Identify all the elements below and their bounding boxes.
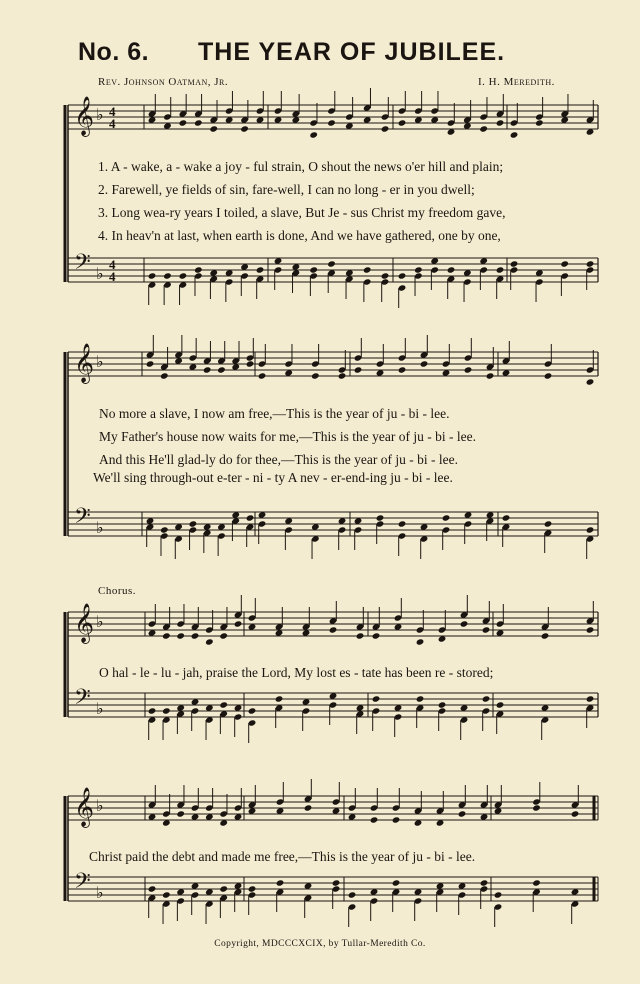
note-head bbox=[248, 885, 257, 892]
note-head bbox=[219, 885, 228, 892]
note-head bbox=[248, 707, 257, 714]
note-head bbox=[416, 695, 425, 702]
note-head bbox=[370, 816, 379, 823]
note-head bbox=[480, 879, 489, 886]
note-head bbox=[327, 119, 336, 126]
flat-sign-icon: ♭ bbox=[96, 352, 104, 371]
bass-clef-icon: 𝄢 bbox=[74, 504, 91, 534]
verse-2-line-1: 2. Farewell, ye fields of sin, fare-well, I can no long - er in you dwell; bbox=[98, 182, 475, 197]
note-head bbox=[482, 626, 491, 633]
note-head bbox=[398, 366, 407, 373]
note-head bbox=[332, 879, 341, 886]
verse-1-line-1: 1. A - wake, a - wake a joy - ful strain, O shout the news o'er hill and plain; bbox=[98, 159, 504, 174]
flat-sign-icon: ♭ bbox=[96, 518, 104, 537]
note-head bbox=[442, 514, 451, 521]
note-head bbox=[496, 266, 505, 273]
note-head bbox=[510, 131, 519, 138]
note-head bbox=[258, 372, 267, 379]
verse-4-line-1: 4. In heav'n at last, when earth is done, And we have gathered, one by one, bbox=[98, 228, 501, 243]
note-head bbox=[438, 701, 447, 708]
note-head bbox=[240, 125, 249, 132]
note-head bbox=[329, 626, 338, 633]
note-head bbox=[586, 526, 595, 533]
chorus-label: Chorus. bbox=[98, 585, 137, 597]
note-head bbox=[246, 514, 255, 521]
hymn-title: THE YEAR OF JUBILEE. bbox=[198, 38, 506, 66]
flat-sign-icon: ♭ bbox=[96, 883, 104, 902]
note-head bbox=[179, 119, 188, 126]
note-head bbox=[160, 372, 169, 379]
verse-3-line-2: And this He'll glad-ly do for thee,—This is the year of ju - bi - lee. bbox=[99, 452, 458, 467]
note-head bbox=[532, 879, 541, 886]
note-head bbox=[544, 520, 553, 527]
note-head bbox=[381, 125, 390, 132]
bass-clef-icon: 𝄢 bbox=[74, 685, 91, 715]
flat-sign-icon: ♭ bbox=[96, 612, 104, 631]
note-head bbox=[586, 695, 595, 702]
note-head bbox=[560, 260, 569, 267]
note-head bbox=[191, 632, 200, 639]
note-head bbox=[176, 632, 185, 639]
note-head bbox=[372, 695, 381, 702]
note-head bbox=[392, 879, 401, 886]
note-head bbox=[447, 266, 456, 273]
note-head bbox=[420, 360, 429, 367]
note-head bbox=[194, 119, 203, 126]
note-head bbox=[309, 266, 318, 273]
time-signature-top: 4 bbox=[109, 257, 116, 272]
note-head bbox=[304, 804, 313, 811]
note-head bbox=[176, 810, 185, 817]
note-head bbox=[309, 131, 318, 138]
note-head bbox=[494, 891, 503, 898]
treble-clef-icon: 𝄞 bbox=[74, 787, 95, 827]
note-head bbox=[276, 879, 285, 886]
note-head bbox=[458, 810, 467, 817]
note-head bbox=[541, 632, 550, 639]
note-head bbox=[209, 125, 218, 132]
note-head bbox=[398, 119, 407, 126]
note-head bbox=[338, 372, 347, 379]
note-head bbox=[148, 885, 157, 892]
note-head bbox=[203, 366, 212, 373]
note-head bbox=[275, 695, 284, 702]
note-head bbox=[179, 272, 188, 279]
verse-2-line-2: My Father's house now waits for me,—This is the year of ju - bi - lee. bbox=[99, 429, 476, 444]
note-head bbox=[372, 632, 381, 639]
note-head bbox=[163, 272, 172, 279]
flat-sign-icon: ♭ bbox=[96, 699, 104, 718]
hymn-number: No. 6. bbox=[78, 38, 150, 66]
note-head bbox=[381, 272, 390, 279]
note-head bbox=[311, 372, 320, 379]
note-head bbox=[354, 366, 363, 373]
note-head bbox=[148, 707, 157, 714]
verse-3-line-1: 3. Long wea-ry years I toiled, a slave, But Je - sus Christ my freedom gave, bbox=[98, 205, 506, 220]
note-head bbox=[398, 272, 407, 279]
flat-sign-icon: ♭ bbox=[96, 796, 104, 815]
note-head bbox=[234, 620, 243, 627]
note-head bbox=[416, 638, 425, 645]
bass-clef-icon: 𝄢 bbox=[74, 869, 91, 899]
time-signature-top: 4 bbox=[109, 104, 116, 119]
note-head bbox=[414, 266, 423, 273]
note-head bbox=[496, 701, 505, 708]
flat-sign-icon: ♭ bbox=[96, 264, 104, 283]
note-head bbox=[256, 266, 265, 273]
note-head bbox=[160, 526, 169, 533]
treble-clef-icon: 𝄞 bbox=[74, 343, 95, 383]
note-head bbox=[246, 360, 255, 367]
note-head bbox=[363, 266, 372, 273]
note-head bbox=[535, 119, 544, 126]
note-head bbox=[486, 372, 495, 379]
chorus-line-1: O hal - le - lu - jah, praise the Lord, My lost es - tate has been re - stored; bbox=[99, 665, 494, 680]
note-head bbox=[398, 520, 407, 527]
note-head bbox=[327, 260, 336, 267]
copyright-notice: Copyright, MDCCCXCIX, by Tullar-Meredith Co. bbox=[214, 939, 426, 949]
author-credit: Rev. Johnson Oatman, Jr. bbox=[98, 76, 229, 88]
composer-credit: I. H. Meredith. bbox=[478, 76, 555, 88]
chorus-line-2: Christ paid the debt and made me free,—This is the year of ju - bi - lee. bbox=[89, 849, 476, 864]
time-signature-bottom: 4 bbox=[109, 116, 116, 131]
note-head bbox=[586, 626, 595, 633]
note-head bbox=[496, 119, 505, 126]
note-head bbox=[460, 620, 469, 627]
bass-clef-icon: 𝄢 bbox=[74, 250, 91, 280]
note-head bbox=[189, 520, 198, 527]
note-head bbox=[146, 360, 155, 367]
note-head bbox=[586, 260, 595, 267]
note-head bbox=[502, 514, 511, 521]
note-head bbox=[148, 272, 157, 279]
note-head bbox=[482, 695, 491, 702]
note-head bbox=[392, 816, 401, 823]
note-head bbox=[464, 366, 473, 373]
note-head bbox=[162, 891, 171, 898]
note-head bbox=[479, 125, 488, 132]
treble-clef-icon: 𝄞 bbox=[74, 603, 95, 643]
note-head bbox=[219, 632, 228, 639]
note-head bbox=[356, 632, 365, 639]
note-head bbox=[376, 514, 385, 521]
note-head bbox=[219, 701, 228, 708]
note-head bbox=[162, 632, 171, 639]
verse-4-line-2: We'll sing through-out e-ter - ni - ty A nev - er-end-ing ju - bi - lee. bbox=[93, 470, 453, 485]
note-head bbox=[544, 372, 553, 379]
note-head bbox=[348, 891, 357, 898]
note-head bbox=[194, 266, 203, 273]
note-head bbox=[205, 638, 214, 645]
treble-clef-icon: 𝄞 bbox=[74, 96, 95, 136]
note-head bbox=[532, 804, 541, 811]
note-head bbox=[571, 810, 580, 817]
note-head bbox=[586, 378, 595, 385]
note-head bbox=[510, 260, 519, 267]
time-signature-bottom: 4 bbox=[109, 269, 116, 284]
flat-sign-icon: ♭ bbox=[96, 105, 104, 124]
note-head bbox=[217, 366, 226, 373]
note-head bbox=[162, 707, 171, 714]
verse-1-line-2: No more a slave, I now am free,—This is the year of ju - bi - lee. bbox=[99, 406, 450, 421]
